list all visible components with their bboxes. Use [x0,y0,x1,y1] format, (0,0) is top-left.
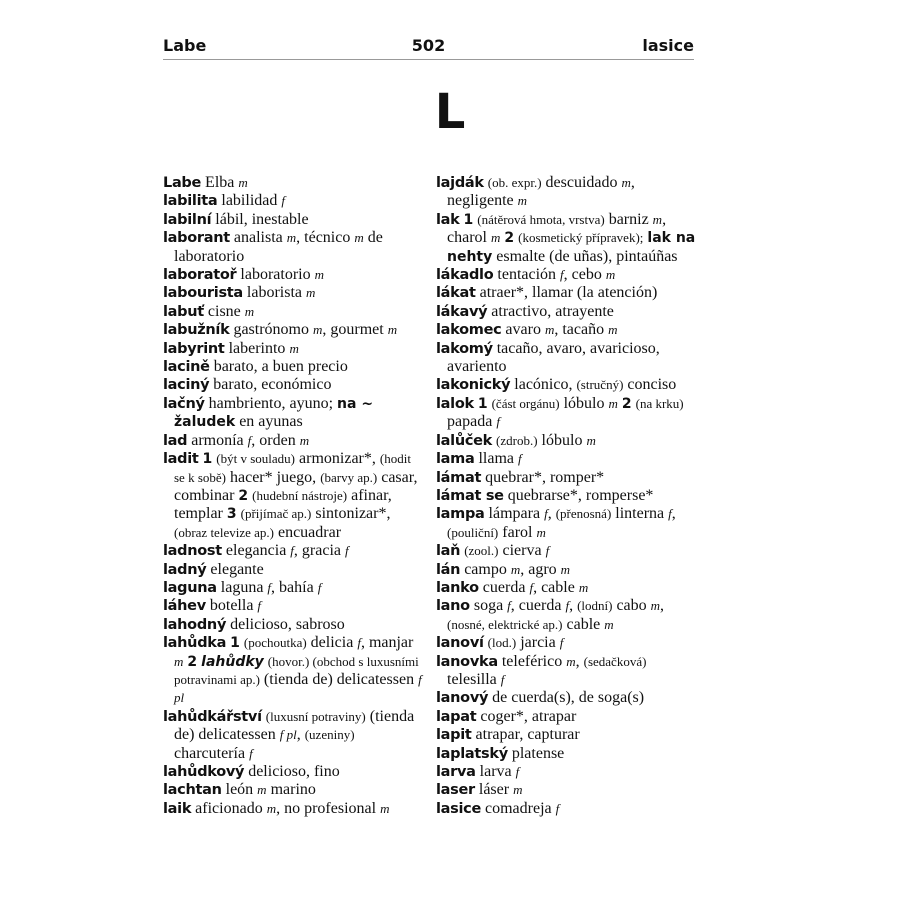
dictionary-entry [436,708,698,726]
headword: lačný [163,395,205,412]
dictionary-entry [436,174,698,211]
translation-text: marino [266,781,316,799]
headword: lákavý [436,303,488,320]
dictionary-entry [436,634,698,652]
gender-marker: m [314,267,324,283]
translation-text: jarcia [516,634,560,652]
translation-text: , [296,726,305,744]
translation-text: armonizar*, [295,450,380,468]
headword: lachtan [163,782,222,799]
headword: laik [163,800,192,817]
phrase-headword: lak na nehty [447,230,696,265]
usage-note: (sedačková) [583,653,647,669]
headword: lama [436,451,475,468]
gender-marker: m [238,175,248,190]
translation-text: atraer*, llamar (la atención) [475,284,658,302]
headword: labilita [163,193,218,210]
translation-text: , manjar [360,634,414,652]
dictionary-entry [163,284,423,302]
dictionary-entry [436,726,698,744]
gender-marker: m [244,303,255,319]
headword: lahůdkový [163,764,245,780]
headword: labuť [163,303,204,320]
headword: láhev [163,598,206,615]
gender-marker: m [517,193,528,209]
translation-text: platense [507,744,565,762]
gender-marker: f [345,543,349,559]
sense-number: 3 [226,506,237,523]
usage-note: (barvy ap.) [320,469,378,485]
gender-marker: m [286,230,297,246]
dictionary-entry [163,597,423,615]
dictionary-entry [163,321,423,339]
translation-text: coger*, atrapar [476,707,577,725]
sense-number: 2 [621,395,632,412]
translation-text: comadreja [481,799,556,817]
translation-text: quebrarse*, romperse* [503,486,654,504]
translation-text: en ayunas [235,413,303,431]
headword: labourista [163,285,243,302]
running-header [163,36,694,58]
translation-text: tentación [493,266,561,284]
translation-text: lóbulo [537,431,587,449]
headword: lahůdkářství [163,708,262,725]
sense-number: 2 [238,487,249,504]
dictionary-entry [436,487,698,505]
column-left [163,174,423,818]
translation-text: soga [469,597,508,615]
dictionary-entry [436,763,698,781]
headword: lapat [436,708,477,725]
dictionary-entry [163,358,423,376]
usage-note: (luxusní potraviny) [265,708,366,724]
dictionary-entry [163,634,423,708]
dictionary-entry [163,266,423,284]
headword: lakomý [436,340,493,357]
dictionary-entry [163,395,423,432]
dictionary-entry [436,321,698,339]
headword: lanovka [436,653,498,670]
gender-marker: m [257,782,267,798]
translation-text: , cable [533,578,579,596]
translation-text: de cuerda(s), de soga(s) [488,689,645,707]
translation-text: armonía [187,431,248,449]
headword: lajdák [436,175,484,191]
header-first-entry: Labe [163,36,207,55]
translation-text: , tacaño [554,321,609,339]
gender-marker: m [289,340,299,356]
gender-marker: f [668,506,672,522]
usage-note: (uzeniny) [304,727,355,743]
gender-marker: f [518,451,522,467]
translation-text: farol [498,523,537,541]
usage-note: (ob. expr.) [487,175,542,190]
translation-text: , cebo [563,266,606,284]
dictionary-entry [436,800,698,818]
usage-note: (hodit se k sobě) [174,451,411,485]
gender-marker: f [281,193,285,209]
dictionary-entry [163,763,423,781]
gender-marker: f [249,745,253,761]
translation-text: tacaño, avaro, avaricioso, avariento [447,339,660,376]
headword: laguna [163,579,217,596]
gender-marker: m [174,653,184,669]
headword: laciný [163,377,210,394]
translation-text: linterna [611,505,669,523]
usage-note: (zdrob.) [496,432,538,448]
translation-text: , [569,597,578,615]
translation-text: , negligente [447,174,635,210]
usage-note: (hudební nástroje) [252,487,348,503]
dictionary-entry [436,505,698,542]
headword: lacině [163,359,210,376]
headword: lámat [436,469,482,486]
gender-marker: m [387,322,398,338]
translation-text: león [221,781,258,799]
gender-marker: f [544,506,548,522]
translation-text: , técnico [296,229,355,247]
translation-text: Elba [201,174,239,191]
headword: ladit [163,451,199,468]
dictionary-entry [436,395,698,432]
gender-marker: m [380,800,390,816]
sense-number: 2 [504,230,515,247]
dictionary-entry [163,211,423,229]
sense-number: 1 [202,451,213,468]
headword: laborant [163,230,230,247]
dictionary-entry [163,229,423,266]
section-letter: L [434,84,466,140]
usage-note: (být v souladu) [216,451,296,467]
gender-marker: f [317,579,322,595]
translation-text: cisne [203,302,245,320]
translation-text: hacer* juego, [226,468,321,486]
gender-marker: f [555,800,560,816]
headword: laň [436,543,461,560]
translation-text: , [547,505,556,523]
headword: lahůdka [163,635,227,652]
gender-marker: m [490,230,501,246]
sense-number: 1 [230,635,240,652]
headword: lalok [436,395,474,412]
translation-text: barato, a buen precio [209,358,348,376]
gender-marker: m [513,782,523,798]
headword: laplatský [436,745,508,762]
headword: lámat se [436,487,504,504]
gender-marker: f [500,671,505,687]
usage-note: (hovor.) (obchod s luxusními potravinami ap.) [174,653,419,687]
translation-text: telesilla [447,670,501,688]
dictionary-entry [436,781,698,799]
translation-text: cuerda [478,578,530,596]
headword: ladnost [163,543,222,560]
usage-note: (přenosná) [555,506,612,522]
headword: lanko [436,579,479,596]
translation-text: , cuerda [510,597,566,615]
translation-text: llama [474,450,518,468]
usage-note: (pouliční) [447,524,499,540]
translation-text: atrapar, capturar [471,726,580,744]
translation-text: de laboratorio [174,229,383,265]
gender-marker: m [312,322,323,338]
gender-marker: m [536,524,546,540]
gender-marker: m [621,175,631,190]
translation-text: atractivo, atrayente [487,302,614,320]
headword: lákadlo [436,267,494,284]
translation-text: laguna [216,578,268,596]
usage-note: (přijímač ap.) [240,506,312,522]
headword: lampa [436,506,485,523]
phrase-headword: na ~ žaludek [174,395,374,431]
gender-marker: f [559,635,564,651]
headword: labyrint [163,340,225,357]
translation-text: láser [474,781,514,799]
dictionary-entry [436,542,698,560]
gender-marker: f [267,579,272,595]
gender-marker: f [515,764,520,779]
translation-text: laberinto [224,339,290,357]
translation-text: labilidad [217,192,282,210]
headword: laboratoř [163,267,237,284]
gender-marker: f [496,414,500,430]
translation-text: , orden [251,431,300,449]
gender-marker: f [247,432,252,448]
dictionary-entry [163,450,423,542]
usage-note: (část orgánu) [491,395,560,411]
gender-marker: m [510,561,521,577]
translation-text: barato, económico [209,376,332,394]
translation-text: , [575,652,584,670]
dictionary-entry [436,579,698,597]
gender-marker: f [257,598,262,614]
dictionary-entry [163,561,423,579]
translation-text: laborista [242,284,306,302]
dictionary-entry [163,781,423,799]
headword: labilní [163,211,212,228]
headword: lak [436,211,460,228]
translation-text: conciso [623,376,677,394]
translation-text: cable [562,615,605,633]
gender-marker: m [652,211,663,227]
translation-text: , agro [520,560,561,578]
headword: lapit [436,727,472,744]
translation-text: lóbulo [559,394,609,412]
gender-marker: m [544,322,555,338]
translation-text: delicia [306,634,358,652]
gender-marker: m [266,800,277,816]
headword: ladný [163,561,207,578]
header-rule [163,59,694,60]
translation-text: , no profesional [276,799,381,817]
gender-marker: f [529,579,534,595]
translation-text: elegante [206,560,264,578]
dictionary-entry [436,376,698,394]
dictionary-entry [436,561,698,579]
dictionary-entry [436,432,698,450]
usage-note: (lod.) [487,635,517,651]
sense-number: 2 [187,653,198,670]
headword: lakomec [436,322,502,339]
headword: lanový [436,690,489,707]
headword: lalůček [436,432,493,449]
usage-note: (nátěrová hmota, vrstva) [477,211,605,227]
usage-note: (lodní) [577,598,613,614]
translation-text: (tienda de) delicatessen [174,707,415,744]
headword: labužník [163,322,230,339]
gender-marker: m [604,616,614,632]
dictionary-entry [163,579,423,597]
gender-marker: f [290,543,294,559]
dictionary-entry [163,800,423,818]
gender-marker: f [507,598,511,614]
translation-text: encuadrar [273,523,342,541]
translation-text: descuidado [541,174,622,191]
translation-text: avaro [501,321,545,339]
translation-text: aficionado [191,799,267,817]
translation-text: (tienda de) delicatessen [259,670,419,688]
dictionary-entry [436,211,698,266]
usage-note: (zool.) [464,543,499,559]
headword: larva [436,764,476,780]
dictionary-entry [163,708,423,763]
translation-text: laboratorio [236,266,315,284]
usage-note: (kosmetický přípravek); [518,230,644,246]
headword: lákat [436,285,476,302]
headword: lahodný [163,616,227,633]
translation-text: sintonizar*, [311,505,391,523]
translation-text: , gourmet [322,321,388,339]
translation-text: lámpara [484,505,545,523]
translation-text: lábil, inestable [211,210,309,228]
headword: laser [436,782,475,799]
usage-note: (nosné, elektrické ap.) [447,616,563,632]
translation-text: charcutería [174,744,250,762]
sense-number: 1 [463,211,474,228]
translation-text: delicioso, sabroso [226,615,345,633]
gender-marker: f [545,543,550,559]
translation-text: afinar, templar [174,486,392,523]
dictionary-entry [436,469,698,487]
gender-marker: m [586,432,596,448]
dictionary-entry [436,303,698,321]
dictionary-entry [163,432,423,450]
header-last-entry: lasice [642,36,694,55]
translation-text: delicioso, fino [244,763,340,780]
translation-text: botella [205,597,258,615]
gender-marker: f [357,635,361,651]
gender-marker: m [650,598,661,614]
translation-text: quebrar*, romper* [481,468,605,486]
dictionary-entry [436,284,698,302]
translation-text: casar, combinar [174,468,418,504]
headword: lakonický [436,377,511,394]
translation-text: teleférico [497,652,567,670]
translation-text: barniz [604,210,653,228]
gender-marker: m [354,230,364,246]
gender-marker: m [560,561,571,577]
translation-text: elegancia [221,542,291,560]
translation-text: analista [229,229,287,247]
translation-text: campo [460,560,511,578]
dictionary-entry [163,542,423,560]
translation-text: lacónico, [510,376,577,394]
translation-text: , charol [447,210,667,247]
translation-text: , [671,505,676,523]
dictionary-entry [163,340,423,358]
gender-marker: f pl [279,727,297,743]
dictionary-entry [163,616,423,634]
gender-marker: m [566,653,576,669]
usage-note: (obraz televize ap.) [174,524,274,540]
dictionary-entry [163,376,423,394]
page-number: 502 [411,36,446,55]
usage-note: (na krku) [635,395,684,411]
headword: Labe [163,175,202,191]
dictionary-entry [436,745,698,763]
headword: lad [163,432,188,449]
translation-text: papada [447,413,497,431]
dictionary-entry [436,653,698,690]
dictionary-entry [436,450,698,468]
gender-marker: m [578,579,589,595]
headword: lán [436,561,461,578]
dictionary-entry [436,689,698,707]
translation-text: larva [475,763,516,780]
dictionary-entry [163,303,423,321]
translation-text: , bahía [271,578,318,596]
translation-text: , [660,597,665,615]
translation-text: gastrónomo [229,321,313,339]
dictionary-entry [163,174,423,192]
translation-text: , gracia [293,542,345,560]
headword: lasice [436,800,481,817]
translation-text: esmalte (de uñas), pintaúñas [492,247,678,265]
translation-text: cabo [612,597,651,615]
subentry-italic: lahůdky [201,653,264,670]
sense-number: 1 [477,395,488,412]
column-right [436,174,698,818]
gender-marker: m [299,432,310,448]
gender-marker: f [560,267,564,283]
usage-note: (pochoutka) [243,635,307,651]
translation-text: hambriento, ayuno; [204,394,338,412]
gender-marker: m [608,395,618,411]
headword: lanoví [436,635,484,652]
gender-marker: m [608,322,618,338]
headword: lano [436,598,470,615]
translation-text: cierva [498,542,546,560]
dictionary-entry [436,340,698,377]
gender-marker: m [305,285,316,301]
usage-note: (stručný) [576,377,624,393]
gender-marker: m [605,267,616,283]
dictionary-entry [163,192,423,210]
dictionary-entry [436,597,698,634]
gender-marker: f [565,598,570,614]
dictionary-entry [436,266,698,284]
gender-marker: f pl [174,671,422,706]
